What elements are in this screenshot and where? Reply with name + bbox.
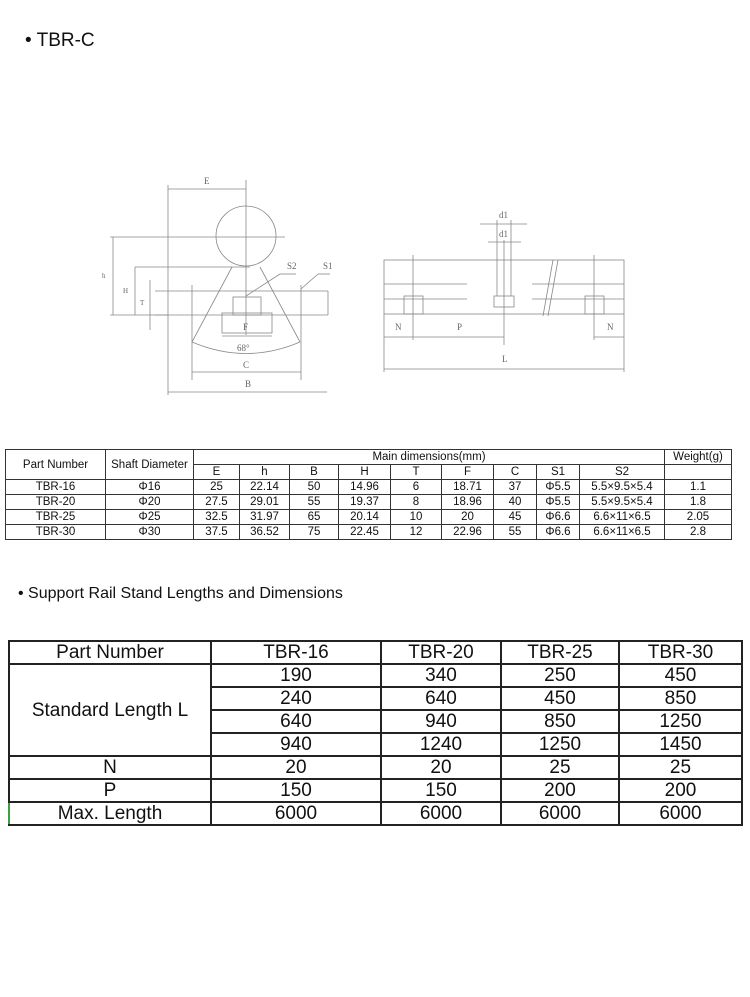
cell-C: 40 xyxy=(494,495,537,510)
subheader-T: T xyxy=(391,465,442,480)
cell-B: 55 xyxy=(290,495,339,510)
cell-C: 37 xyxy=(494,480,537,495)
cell-P: 200 xyxy=(501,779,619,802)
support-rail-lengths-table xyxy=(8,640,743,826)
label-P: P xyxy=(9,779,211,802)
cell-C: 55 xyxy=(494,525,537,540)
cell-length: 640 xyxy=(211,710,381,733)
cell-N: 25 xyxy=(619,756,742,779)
label-C: C xyxy=(243,360,250,370)
table-row xyxy=(9,779,742,802)
cell-max-length: 6000 xyxy=(501,802,619,825)
cell-length: 190 xyxy=(211,664,381,687)
subheader-C: C xyxy=(494,465,537,480)
cell-N: 20 xyxy=(211,756,381,779)
label-H: H xyxy=(123,287,129,295)
cell-length: 340 xyxy=(381,664,501,687)
cell-length: 1450 xyxy=(619,733,742,756)
subheader-F: F xyxy=(442,465,494,480)
cell-T: 6 xyxy=(391,480,442,495)
label-T: T xyxy=(140,299,145,307)
header-part-number: Part Number xyxy=(6,450,106,480)
label-S2: S2 xyxy=(287,261,297,271)
cell-H: 19.37 xyxy=(339,495,391,510)
cell-length: 1250 xyxy=(619,710,742,733)
header-tbr-25: TBR-25 xyxy=(501,641,619,664)
table-row xyxy=(6,525,732,540)
cell-B: 50 xyxy=(290,480,339,495)
cell-H: 14.96 xyxy=(339,480,391,495)
cell-weight: 2.05 xyxy=(665,510,732,525)
cell-F: 22.96 xyxy=(442,525,494,540)
cell-length: 940 xyxy=(381,710,501,733)
tbr-c-dimensions-table xyxy=(5,449,732,540)
table-row xyxy=(6,495,732,510)
cell-H: 22.45 xyxy=(339,525,391,540)
cell-length: 640 xyxy=(381,687,501,710)
table-row xyxy=(6,510,732,525)
header-tbr-20: TBR-20 xyxy=(381,641,501,664)
subheader-H: H xyxy=(339,465,391,480)
cell-length: 1240 xyxy=(381,733,501,756)
header-tbr-16: TBR-16 xyxy=(211,641,381,664)
side-view-drawing xyxy=(375,200,645,380)
cell-T: 10 xyxy=(391,510,442,525)
cell-h: 36.52 xyxy=(240,525,290,540)
cell-max-length: 6000 xyxy=(211,802,381,825)
cell-S2: 6.6×11×6.5 xyxy=(580,510,665,525)
cell-E: 32.5 xyxy=(194,510,240,525)
cell-S2: 5.5×9.5×5.4 xyxy=(580,495,665,510)
label-S1: S1 xyxy=(323,261,333,271)
label-N-left: N xyxy=(395,322,402,332)
cell-F: 18.71 xyxy=(442,480,494,495)
label-angle: 68° xyxy=(237,343,250,353)
cell-T: 8 xyxy=(391,495,442,510)
table-row xyxy=(9,756,742,779)
table-row xyxy=(9,664,742,687)
cell-S2: 5.5×9.5×5.4 xyxy=(580,480,665,495)
section-title-support-rail: • Support Rail Stand Lengths and Dimensions xyxy=(18,585,343,602)
label-standard-length: Standard Length L xyxy=(9,664,211,756)
cell-C: 45 xyxy=(494,510,537,525)
cell-h: 31.97 xyxy=(240,510,290,525)
label-P: P xyxy=(457,322,463,332)
label-d1-bottom: d1 xyxy=(499,229,508,239)
cell-max-length: 6000 xyxy=(381,802,501,825)
cell-part: TBR-25 xyxy=(6,510,106,525)
label-max-length: Max. Length xyxy=(9,802,211,825)
label-d1-top: d1 xyxy=(499,210,508,220)
cell-h: 29.01 xyxy=(240,495,290,510)
cell-T: 12 xyxy=(391,525,442,540)
section-title-tbr-c: • TBR-C xyxy=(25,30,95,51)
cell-shaft: Φ25 xyxy=(106,510,194,525)
cell-N: 20 xyxy=(381,756,501,779)
cell-weight: 2.8 xyxy=(665,525,732,540)
cell-S1: Φ5.5 xyxy=(537,480,580,495)
cell-weight: 1.1 xyxy=(665,480,732,495)
cell-part: TBR-30 xyxy=(6,525,106,540)
subheader-B: B xyxy=(290,465,339,480)
cell-length: 940 xyxy=(211,733,381,756)
label-B: B xyxy=(245,379,252,389)
cell-length: 450 xyxy=(619,664,742,687)
table-row xyxy=(6,480,732,495)
cell-P: 150 xyxy=(211,779,381,802)
header-tbr-30: TBR-30 xyxy=(619,641,742,664)
cell-E: 27.5 xyxy=(194,495,240,510)
cell-length: 850 xyxy=(619,687,742,710)
cell-F: 18.96 xyxy=(442,495,494,510)
cell-max-length: 6000 xyxy=(619,802,742,825)
header-part-number: Part Number xyxy=(9,641,211,664)
subheader-E: E xyxy=(194,465,240,480)
cell-H: 20.14 xyxy=(339,510,391,525)
label-E: E xyxy=(204,176,210,186)
cell-length: 1250 xyxy=(501,733,619,756)
cell-shaft: Φ30 xyxy=(106,525,194,540)
table-row xyxy=(9,802,742,825)
label-h: h xyxy=(102,272,106,280)
cell-P: 150 xyxy=(381,779,501,802)
cell-shaft: Φ20 xyxy=(106,495,194,510)
subheader-weight-empty xyxy=(665,465,732,480)
label-N: N xyxy=(9,756,211,779)
cell-E: 37.5 xyxy=(194,525,240,540)
cell-B: 75 xyxy=(290,525,339,540)
cell-N: 25 xyxy=(501,756,619,779)
label-F: F xyxy=(243,322,249,332)
cell-weight: 1.8 xyxy=(665,495,732,510)
cell-length: 850 xyxy=(501,710,619,733)
cell-P: 200 xyxy=(619,779,742,802)
cell-S1: Φ5.5 xyxy=(537,495,580,510)
subheader-S1: S1 xyxy=(537,465,580,480)
header-shaft-diameter: Shaft Diameter xyxy=(106,450,194,480)
cell-shaft: Φ16 xyxy=(106,480,194,495)
cell-length: 250 xyxy=(501,664,619,687)
label-L: L xyxy=(502,354,508,364)
header-main-dimensions: Main dimensions(mm) xyxy=(194,450,665,465)
cell-S2: 6.6×11×6.5 xyxy=(580,525,665,540)
cell-part: TBR-16 xyxy=(6,480,106,495)
cell-B: 65 xyxy=(290,510,339,525)
cell-h: 22.14 xyxy=(240,480,290,495)
cell-S1: Φ6.6 xyxy=(537,510,580,525)
label-N-right: N xyxy=(607,322,614,332)
subheader-h: h xyxy=(240,465,290,480)
cell-part: TBR-20 xyxy=(6,495,106,510)
cell-S1: Φ6.6 xyxy=(537,525,580,540)
cell-E: 25 xyxy=(194,480,240,495)
subheader-S2: S2 xyxy=(580,465,665,480)
header-weight: Weight(g) xyxy=(665,450,732,465)
cell-length: 240 xyxy=(211,687,381,710)
cross-section-drawing xyxy=(100,170,350,410)
cell-F: 20 xyxy=(442,510,494,525)
cell-length: 450 xyxy=(501,687,619,710)
